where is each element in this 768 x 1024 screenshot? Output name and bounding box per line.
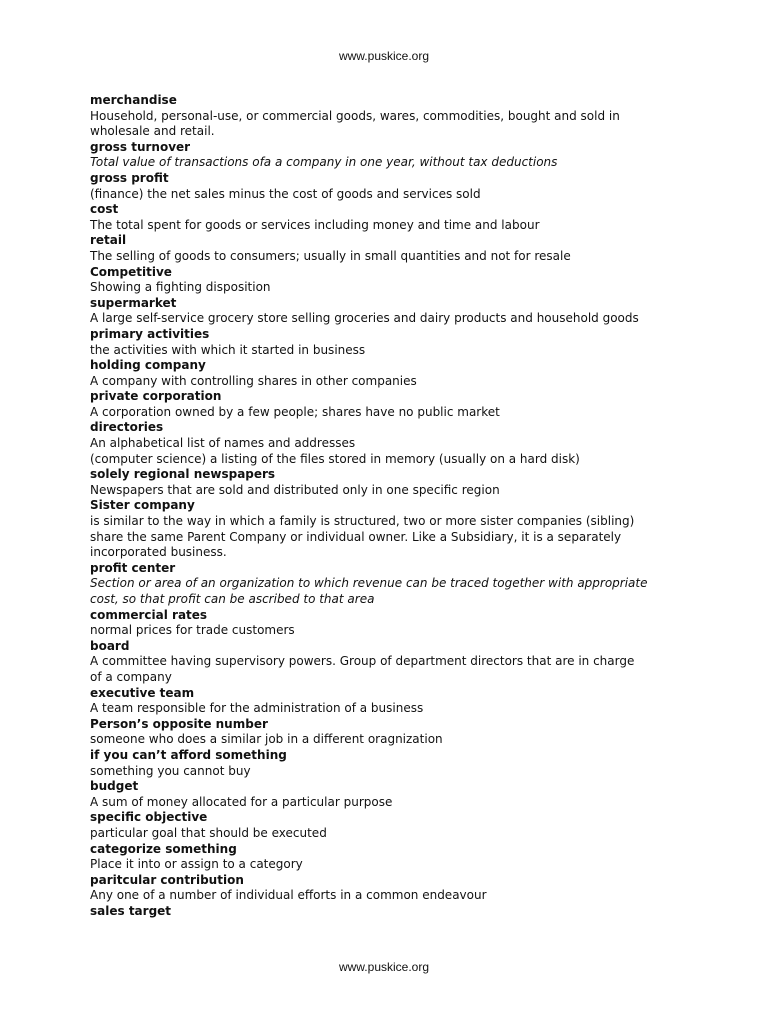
glossary-definition: normal prices for trade customers [90,623,295,638]
glossary-term: cost [90,202,119,217]
glossary-term: Person’s opposite number [90,716,268,731]
page-footer-site: www.puskice.org [338,960,430,974]
glossary-entry [90,358,690,389]
glossary-entry [90,686,690,717]
glossary-entry [90,202,690,233]
glossary-entry [90,810,690,841]
glossary-definition: A company with controlling shares in other companies [90,373,417,388]
glossary-term: private corporation [90,389,222,404]
glossary-entry [90,561,690,608]
glossary-term: retail [90,233,127,248]
glossary-term: holding company [90,358,206,373]
glossary-definition: Any one of a number of individual efforts in a common endeavour [90,888,487,903]
glossary-definition: is similar to the way in which a family is structured, two or more sister companies (sibling) share the same Parent Company or individual owner. Like a Subsidiary, it is a separately incorporated business. [90,514,635,560]
glossary-term: board [90,638,130,653]
glossary-definition: The selling of goods to consumers; usually in small quantities and not for resale [90,248,571,263]
glossary-definition: The total spent for goods or services including money and time and labour [90,217,540,232]
glossary-definition: Place it into or assign to a category [90,857,303,872]
glossary-definition: something you cannot buy [90,763,251,778]
glossary-entry [90,904,690,920]
glossary-term: merchandise [90,93,177,107]
glossary-entry [90,140,690,171]
glossary-term: Sister company [90,498,195,513]
glossary-term: Competitive [90,264,172,279]
glossary-entry [90,748,690,779]
glossary-entry [90,498,690,560]
glossary-term: supermarket [90,295,177,310]
glossary-entry [90,842,690,873]
glossary-definition: particular goal that should be executed [90,825,327,840]
glossary-definition: A large self-service grocery store selling groceries and dairy products and household goods [90,311,639,326]
glossary-entry [90,265,690,296]
glossary-entry [90,608,690,639]
glossary-entry [90,420,690,467]
glossary-definition: A corporation owned by a few people; shares have no public market [90,404,500,419]
glossary-list [90,93,690,919]
glossary-term: if you can’t afford something [90,747,287,762]
glossary-entry [90,717,690,748]
glossary-entry [90,639,690,686]
glossary-definition: (finance) the net sales minus the cost of goods and services sold [90,186,481,201]
glossary-entry [90,873,690,904]
glossary-term: specific objective [90,810,208,825]
glossary-entry [90,171,690,202]
glossary-term: budget [90,779,139,794]
glossary-entry [90,296,690,327]
glossary-definition: someone who does a similar job in a different oragnization [90,732,443,747]
glossary-definition: A sum of money allocated for a particular purpose [90,794,393,809]
glossary-definition: the activities with which it started in business [90,342,366,357]
glossary-term: directories [90,420,164,435]
glossary-term: executive team [90,685,195,700]
glossary-definition: Total value of transactions ofa a company in one year, without tax deductions [90,155,558,170]
glossary-entry [90,233,690,264]
glossary-definition: Newspapers that are sold and distributed only in one specific region [90,482,500,497]
glossary-entry [90,779,690,810]
glossary-term: gross profit [90,170,169,185]
glossary-definition: An alphabetical list of names and addresses (computer science) a listing of the files stored in memory (usually on a hard disk) [90,436,580,466]
glossary-entry [90,467,690,498]
glossary-definition: A team responsible for the administration of a business [90,701,424,716]
glossary-definition: A committee having supervisory powers. Group of department directors that are in charge of a company [90,654,635,684]
glossary-term: gross turnover [90,139,191,154]
glossary-entry [90,327,690,358]
glossary-term: profit center [90,560,176,575]
glossary-definition: Showing a fighting disposition [90,280,271,295]
glossary-definition: Section or area of an organization to which revenue can be traced together with appropriate cost, so that profit can be ascribed to that area [90,576,648,606]
glossary-definition: Household, personal-use, or commercial goods, wares, commodities, bought and sold in wholesale and retail. [90,108,620,139]
glossary-term: solely regional newspapers [90,467,276,482]
glossary-term: primary activities [90,326,210,341]
glossary-entry [90,389,690,420]
glossary-term: commercial rates [90,607,208,622]
page-header-site: www.puskice.org [338,49,430,63]
glossary-entry [90,93,690,140]
glossary-term: paritcular contribution [90,872,244,887]
glossary-term: categorize something [90,841,237,856]
glossary-term: sales target [90,903,172,918]
